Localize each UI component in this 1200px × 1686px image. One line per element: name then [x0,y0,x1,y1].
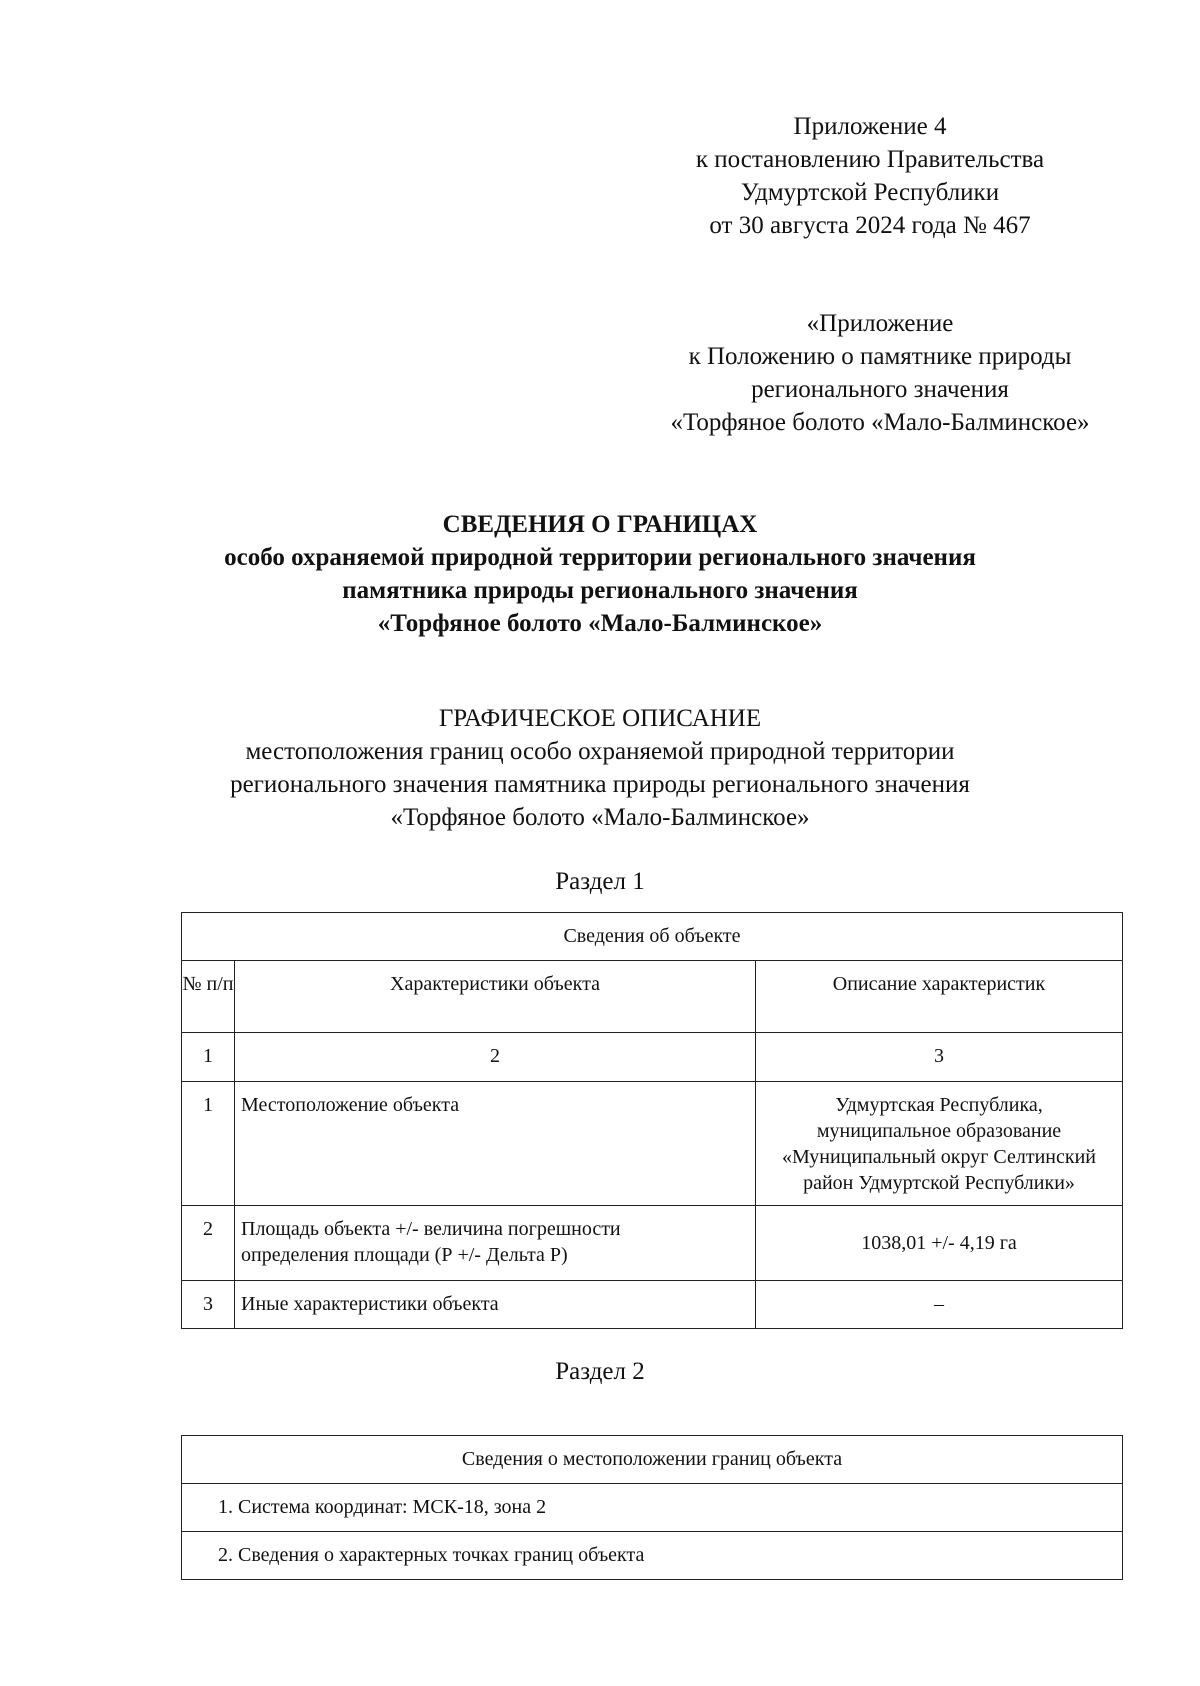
section1-title: Раздел 1 [555,868,645,895]
appendix-ref-line: «Приложение [806,310,954,337]
appendix-line: Приложение 4 [793,113,947,140]
appendix-header [640,110,1100,242]
appendix-line: к постановлению Правительства [695,146,1045,173]
coordinate-system-row: 1. Система координат: МСК-18, зона 2 [182,1484,1123,1532]
header-description: Описание характеристик [756,961,1123,1033]
appendix-line: от 30 августа 2024 года № 467 [709,212,1031,239]
table-row [182,1281,1123,1329]
row-number: 1 [182,1082,235,1206]
row-description: Удмуртская Республика, муниципальное образование «Муниципальный округ Селтинский район Удмуртской Республики» [756,1082,1123,1206]
column-number: 1 [182,1033,235,1082]
section2-title: Раздел 2 [555,1358,645,1385]
table-row [182,1206,1123,1281]
row-characteristic: Местоположение объекта [235,1082,756,1206]
title-line: памятника природы регионального значения [342,577,858,604]
column-number: 2 [235,1033,756,1082]
boundary-points-row: 2. Сведения о характерных точках границ объекта [182,1532,1123,1580]
row-characteristic: Иные характеристики объекта [235,1281,756,1329]
table-caption: Сведения о местоположении границ объекта [182,1436,1123,1484]
appendix-reference [640,307,1120,439]
table-caption: Сведения об объекте [182,913,1123,961]
graphic-line: местоположения границ особо охраняемой природной территории [245,738,955,765]
graphic-line: регионального значения памятника природы регионального значения [230,771,970,798]
table-row [182,1484,1123,1532]
header-characteristic: Характеристики объекта [235,961,756,1033]
title-line: СВЕДЕНИЯ О ГРАНИЦАХ [442,511,758,538]
boundary-info-table [181,1435,1123,1580]
header-number: № п/п [182,961,235,1033]
table-row [182,1532,1123,1580]
row-description: – [756,1281,1123,1329]
graphic-line: ГРАФИЧЕСКОЕ ОПИСАНИЕ [438,705,762,732]
appendix-ref-line: к Положению о памятнике природы [688,343,1072,370]
graphic-description-heading [0,702,1200,834]
row-characteristic: Площадь объекта +/- величина погрешности определения площади (Р +/- Дельта Р) [235,1206,756,1281]
title-line: особо охраняемой природной территории регионального значения [224,544,976,571]
object-info-table [181,912,1123,1329]
appendix-ref-line: «Торфяное болото «Мало-Балминское» [670,409,1090,436]
column-number: 3 [756,1033,1123,1082]
title-line: «Торфяное болото «Мало-Балминское» [377,610,823,637]
graphic-line: «Торфяное болото «Мало-Балминское» [390,804,810,831]
row-number: 2 [182,1206,235,1281]
row-description: 1038,01 +/- 4,19 га [756,1206,1123,1281]
document-title [0,508,1200,640]
row-number: 3 [182,1281,235,1329]
appendix-ref-line: регионального значения [751,376,1009,403]
appendix-line: Удмуртской Республики [740,179,1000,206]
table-row [182,1082,1123,1206]
